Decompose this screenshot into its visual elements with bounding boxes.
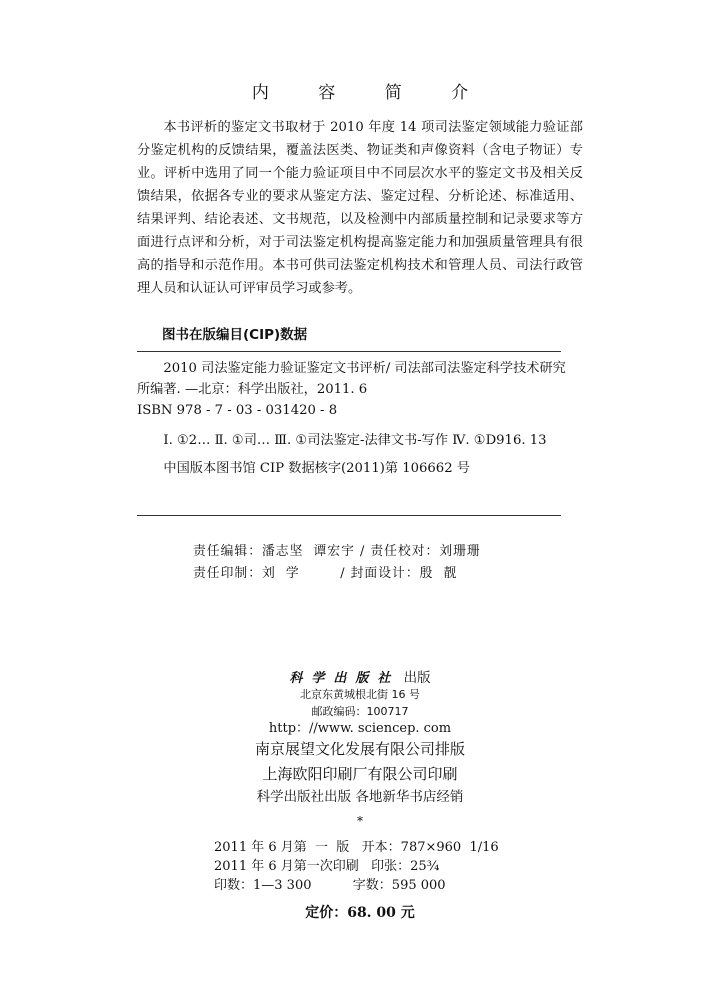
publisher-line [0,666,720,686]
intro-title: 内 容 简 介 [251,83,491,103]
separator-star: * [357,814,363,828]
credits-editors-row: 责任编辑：潘志坚 谭宏宇 / 责任校对：刘珊珊 [193,544,481,559]
cip-bottom-rule [137,515,561,516]
edition-row-third: 印数：1—3 300 字数：595 000 [214,878,446,893]
cip-heading: 图书在版编目(CIP)数据 [162,327,308,343]
cip-record-number: 中国版本图书馆 CIP 数据核字(2011)第 106662 号 [163,461,470,476]
publisher-website: http：//www. sciencep. com [268,721,452,736]
edition-row-first: 2011 年 6 月第 一 版 开本：787×960 1/16 [214,840,499,855]
publisher-postcode: 邮政编码：100717 [311,705,409,718]
cip-title-line: 2010 司法鉴定能力验证鉴定文书评析/ 司法部司法鉴定科学技术研究所编著. —北京：科学出版社，2011. 6 [137,361,566,397]
publisher-logo: 科学出版社 [289,671,400,686]
cip-block [137,358,567,479]
credits-block [193,541,481,585]
credits-printing-row: 责任印制：刘 学 / 封面设计：殷 靓 [193,566,458,581]
intro-body: 本书评析的鉴定文书取材于 2010 年度 14 项司法鉴定领域能力验证部分鉴定机构的反馈结果，覆盖法医类、物证类和声像资料（含电子物证）专业。评析中选用了同一个能力验证项目中不同层次水平的鉴定文书及相关反馈结果，依据各专业的要求从鉴定方法、鉴定过程、分析论述、标准适用、结果评判、结论表述、文书规范，以及检测中内部质量控制和记录要求等方面进行点评和分析，对于司法鉴定机构提高鉴定能力和加强质量管理具有很高的指导和示范作用。本书可供司法鉴定机构技术和管理人员、司法行政管理人员和认证认可评审员学习或参考。 [137,120,583,296]
cip-top-rule [137,351,561,352]
distribution-line: 科学出版社出版 各地新华书店经销 [256,789,464,805]
typesetter-line: 南京展望文化发展有限公司排版 [254,740,465,758]
cip-isbn: ISBN 978 - 7 - 03 - 031420 - 8 [137,403,338,418]
price-line: 定价：68. 00 元 [305,905,415,921]
publisher-address: 北京东黄城根北街 16 号 [300,688,420,701]
edition-info [214,838,499,895]
edition-row-second: 2011 年 6 月第一次印刷 印张：25¾ [214,859,440,874]
publish-word: 出版 [403,670,431,686]
printer-line: 上海欧阳印刷厂有限公司印刷 [262,765,458,783]
cip-classification: Ⅰ. ①2… Ⅱ. ①司… Ⅲ. ①司法鉴定-法律文书-写作 Ⅳ. ①D916. 13 [163,433,547,448]
